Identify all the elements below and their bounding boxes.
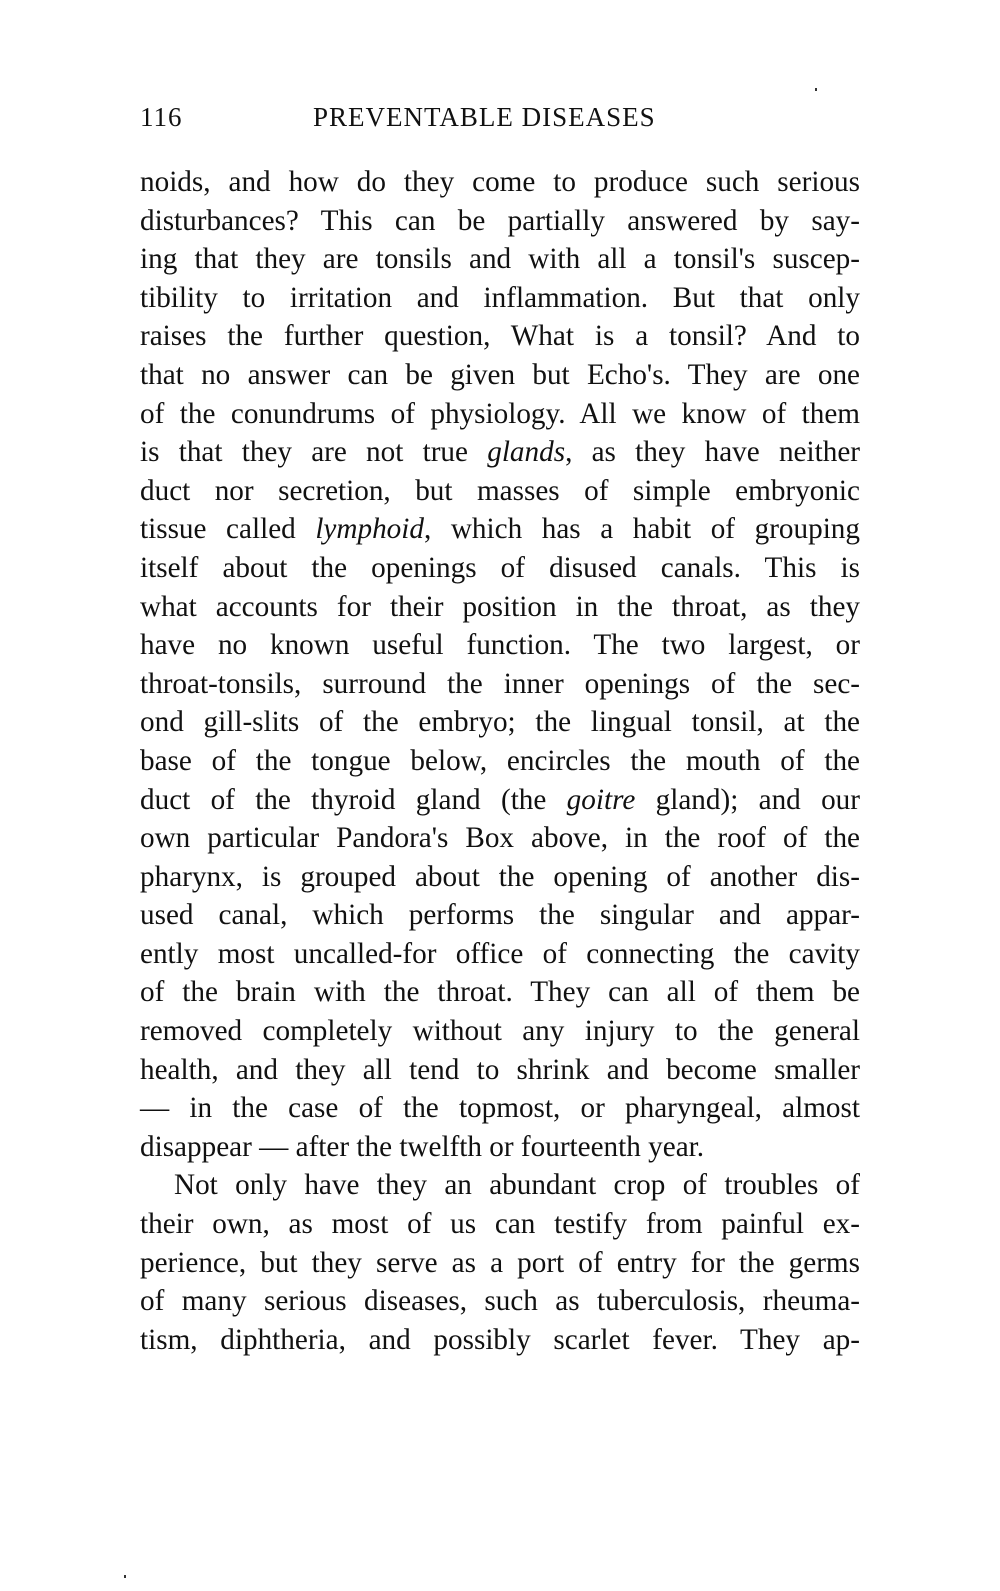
text-line: disturbances? This can be partially answered by say- xyxy=(140,204,860,237)
scan-speck xyxy=(124,1575,126,1578)
text-line: ing that they are tonsils and with all a tonsil's suscep- xyxy=(140,243,860,276)
text-line: throat-tonsils, surround the inner openings of the sec- xyxy=(140,667,860,700)
text-line-with-italic xyxy=(140,781,860,820)
text-run: gland); and our xyxy=(635,783,860,816)
text-line: removed completely without any injury to the general xyxy=(140,1015,860,1048)
text-line: — in the case of the topmost, or pharyngeal, almost xyxy=(140,1092,860,1125)
italic-term: goitre xyxy=(566,783,636,816)
text-line: pharynx, is grouped about the opening of another dis- xyxy=(140,860,860,893)
text-line-paragraph-end: disappear — after the twelfth or fourteenth year. xyxy=(140,1130,705,1163)
text-line: raises the further question, What is a tonsil? And to xyxy=(140,320,860,353)
body-text xyxy=(140,163,860,1359)
italic-term: lymphoid xyxy=(315,513,424,546)
text-line-with-italic xyxy=(140,510,860,549)
text-line: own particular Pandora's Box above, in the roof of the xyxy=(140,822,860,855)
text-line: their own, as most of us can testify from painful ex- xyxy=(140,1208,860,1241)
text-line: used canal, which performs the singular and appar- xyxy=(140,899,860,932)
text-line: that no answer can be given but Echo's. They are one xyxy=(140,358,860,391)
text-line: of the brain with the throat. They can all of them be xyxy=(140,976,860,1009)
running-title: PREVENTABLE DISEASES xyxy=(313,102,656,132)
text-line: ond gill-slits of the embryo; the lingual tonsil, at the xyxy=(140,706,860,739)
text-line: perience, but they serve as a port of entry for the germs xyxy=(140,1246,860,1279)
text-line: duct nor secretion, but masses of simple embryonic xyxy=(140,474,860,507)
page-number: 116 xyxy=(140,102,183,132)
text-line: of the conundrums of physiology. All we know of them xyxy=(140,397,860,430)
text-run: , which has a habit of grouping xyxy=(423,513,860,546)
text-line: of many serious diseases, such as tuberculosis, rheuma- xyxy=(140,1285,860,1318)
text-line: what accounts for their position in the throat, as they xyxy=(140,590,860,623)
text-line-with-italic xyxy=(140,433,860,472)
text-run: tissue called xyxy=(140,513,316,546)
text-line: noids, and how do they come to produce such serious xyxy=(140,166,860,198)
text-line: itself about the openings of disused canals. This is xyxy=(140,551,860,584)
text-line: tibility to irritation and inflammation. But that only xyxy=(140,281,860,314)
page-header xyxy=(140,102,860,142)
text-line: base of the tongue below, encircles the mouth of the xyxy=(140,744,860,777)
italic-term: glands xyxy=(487,436,566,469)
text-line: tism, diphtheria, and possibly scarlet fever. They ap- xyxy=(140,1323,860,1356)
text-line: have no known useful function. The two largest, or xyxy=(140,629,860,662)
text-line: ently most uncalled-for office of connecting the cavity xyxy=(140,937,860,970)
text-line: health, and they all tend to shrink and become smaller xyxy=(140,1053,860,1086)
text-run: is that they are not true xyxy=(140,436,488,469)
scan-speck xyxy=(815,88,817,91)
text-run: , as they have neither xyxy=(565,436,861,469)
text-line-paragraph-start: Not only have they an abundant crop of troubles of xyxy=(174,1169,860,1202)
text-run: duct of the thyroid gland (the xyxy=(140,783,567,816)
